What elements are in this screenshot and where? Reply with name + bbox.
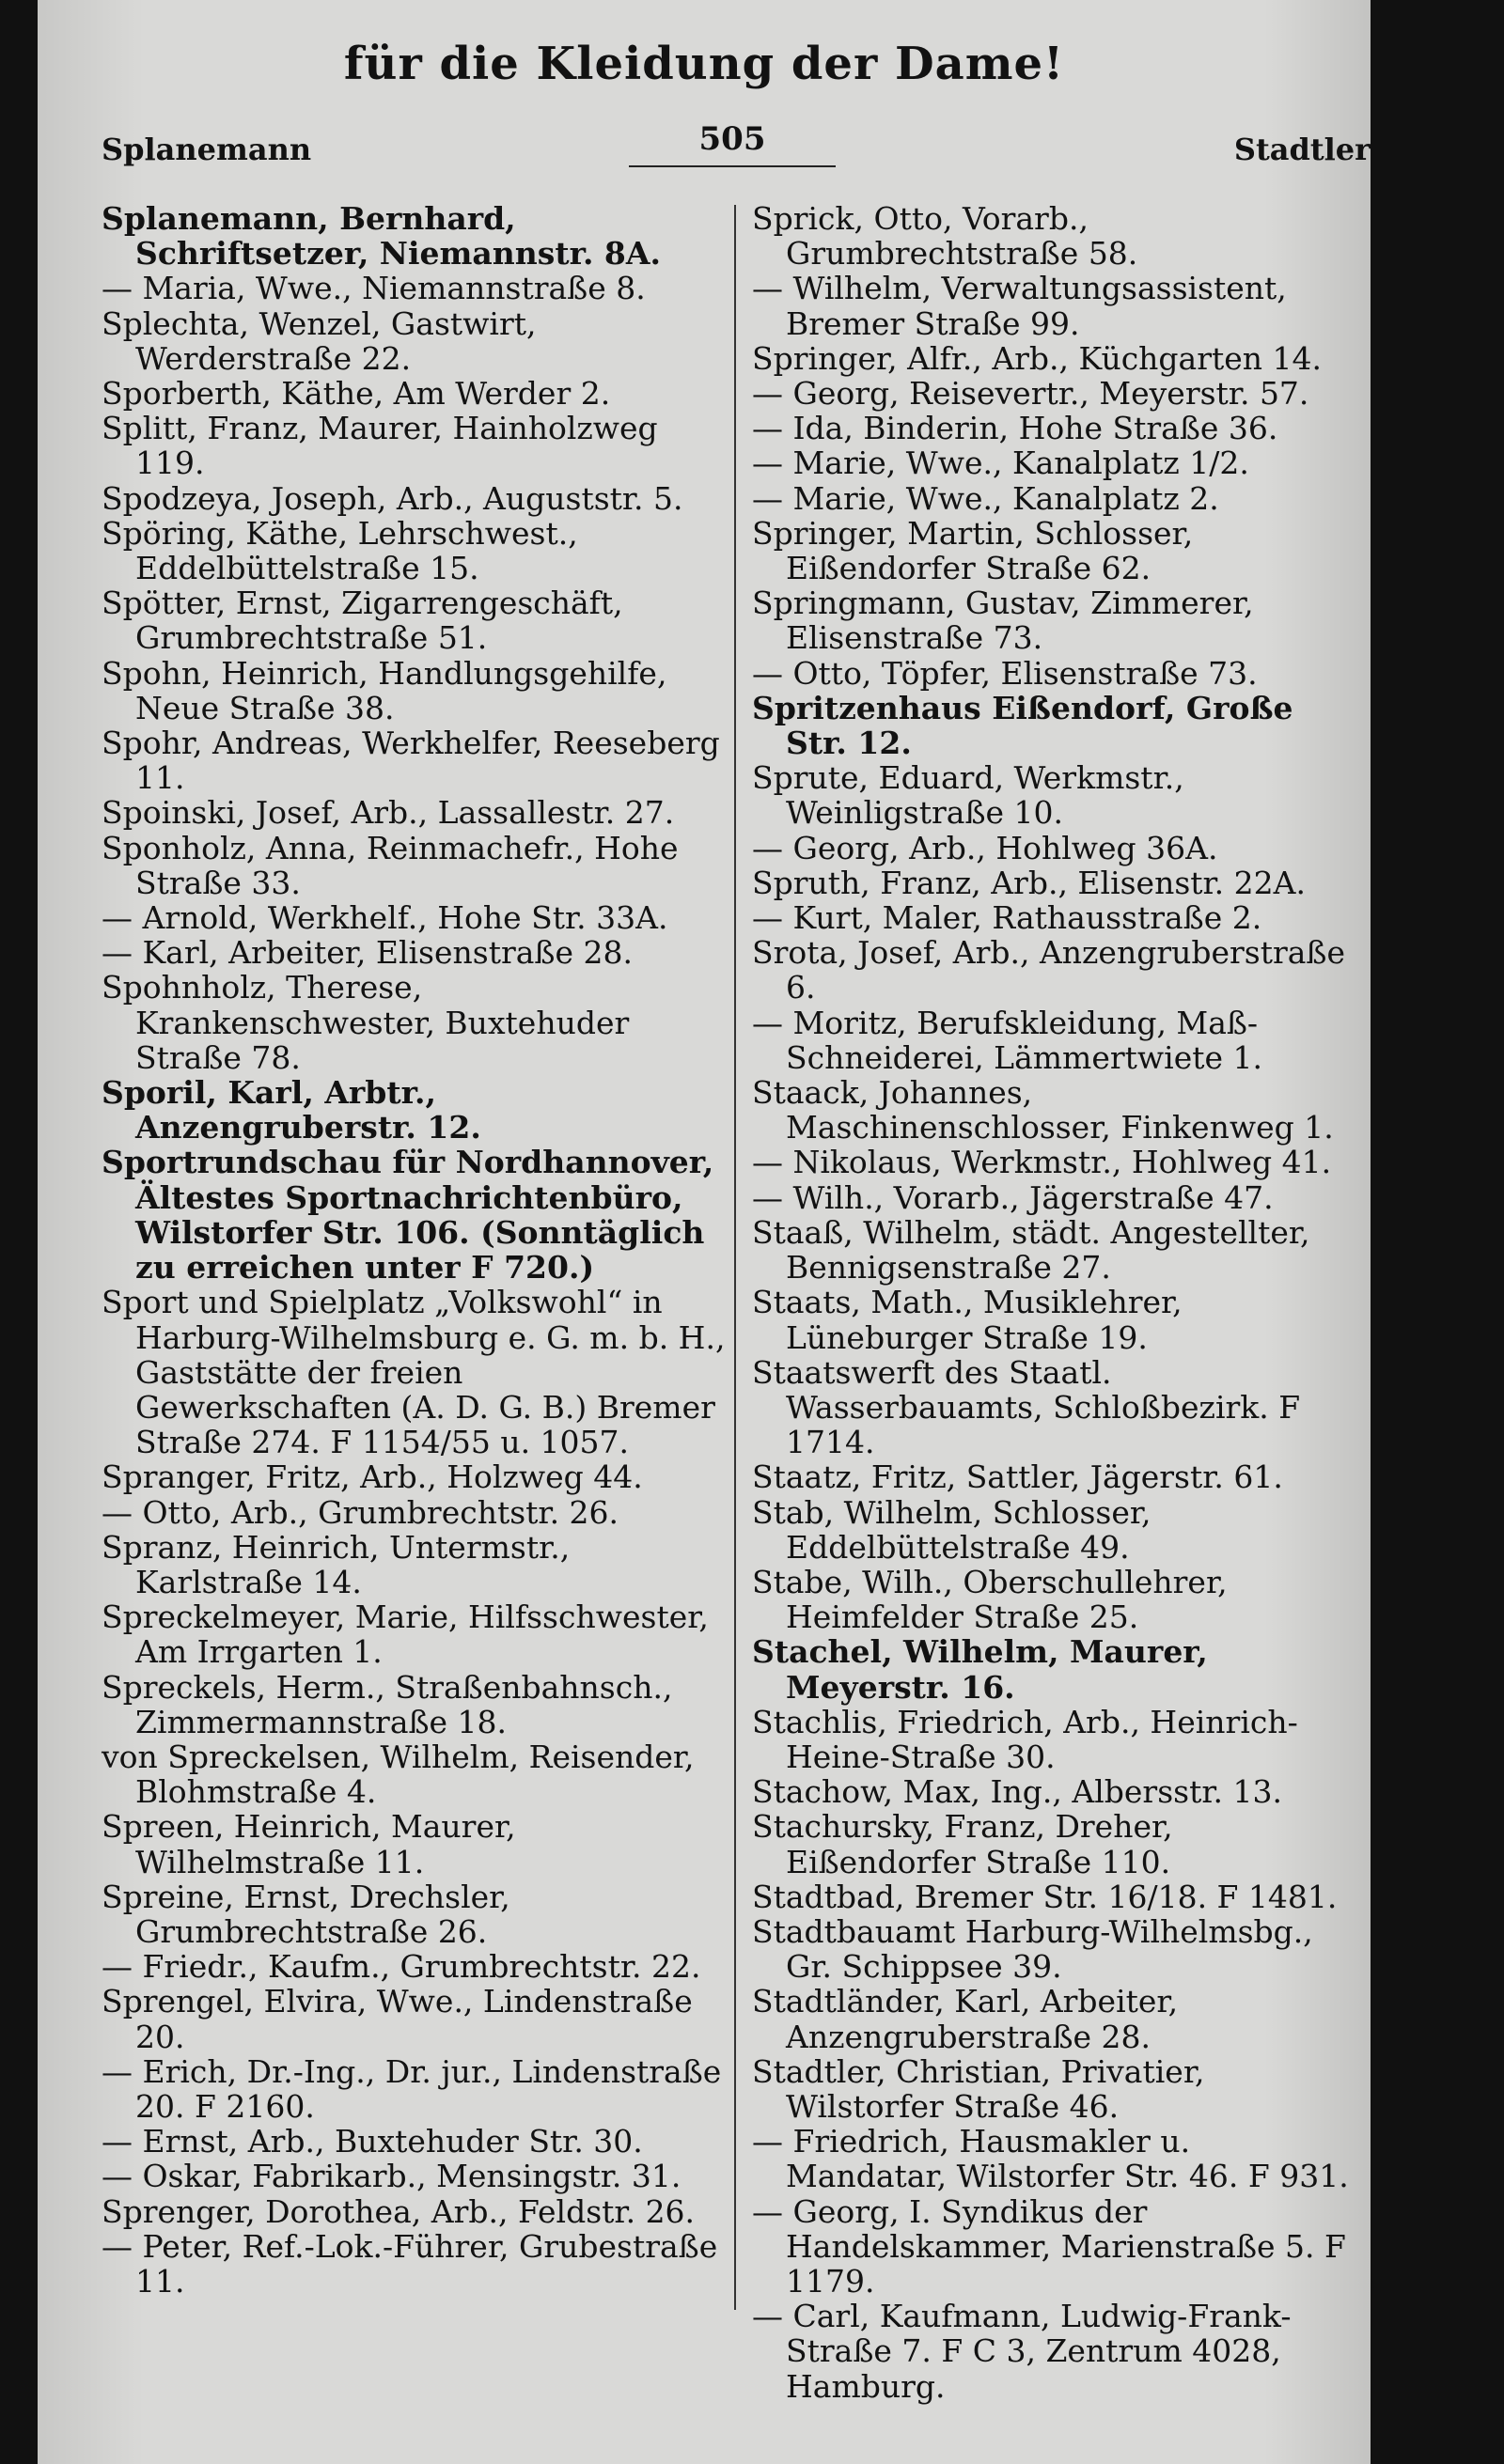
directory-entry: Sprute, Eduard, Werkmstr., Weinligstraße 10. bbox=[752, 759, 1184, 832]
directory-entry: Spohnholz, Therese, Krankenschwester, Buxtehuder Straße 78. bbox=[102, 969, 630, 1076]
directory-entry: Spreen, Heinrich, Maurer, Wilhelmstraße 11. bbox=[102, 1808, 516, 1880]
directory-entry: Staats, Math., Musiklehrer, Lüneburger Straße 19. bbox=[752, 1284, 1183, 1356]
directory-entry: Spötter, Ernst, Zigarrengeschäft, Grumbrechtstraße 51. bbox=[102, 585, 623, 657]
advert-banner: für die Kleidung der Dame! bbox=[343, 38, 1065, 90]
directory-entry: Spodzeya, Joseph, Arb., Auguststr. 5. bbox=[102, 479, 683, 517]
directory-entry: Staatswerft des Staatl. Wasserbauamts, Schloßbezirk. F 1714. bbox=[752, 1353, 1301, 1461]
directory-entry: Springer, Martin, Schlosser, Eißendorfer Straße 62. bbox=[752, 514, 1194, 587]
directory-entry: Springmann, Gustav, Zimmerer, Elisenstraße 73. bbox=[752, 585, 1254, 657]
directory-entry: Spreine, Ernst, Drechsler, Grumbrechtstraße 26. bbox=[102, 1878, 510, 1950]
directory-entry: — Otto, Töpfer, Elisenstraße 73. bbox=[752, 654, 1258, 692]
directory-entry: — Marie, Wwe., Kanalplatz 1/2. bbox=[752, 444, 1249, 482]
directory-entry: Splanemann, Bernhard, Schriftsetzer, Niemannstr. 8A. bbox=[102, 200, 661, 273]
directory-entry: Spreckelmeyer, Marie, Hilfsschwester, Am Irrgarten 1. bbox=[102, 1598, 709, 1671]
directory-entry: — Wilhelm, Verwaltungsassistent, Bremer Straße 99. bbox=[752, 270, 1287, 342]
directory-entry: — Friedrich, Hausmakler u. Mandatar, Wilstorfer Str. 46. F 931. bbox=[752, 2123, 1349, 2195]
column-divider bbox=[734, 205, 736, 2310]
directory-entry: Sporberth, Käthe, Am Werder 2. bbox=[102, 375, 611, 413]
directory-entry: — Georg, I. Syndikus der Handelskammer, Marienstraße 5. F 1179. bbox=[752, 2192, 1346, 2300]
directory-entry: Stab, Wilhelm, Schlosser, Eddelbüttelstraße 49. bbox=[752, 1493, 1152, 1566]
directory-page bbox=[38, 0, 1371, 2464]
directory-entry: Staaß, Wilhelm, städt. Angestellter, Bennigsenstraße 27. bbox=[752, 1213, 1310, 1287]
directory-entry: Sportrundschau für Nordhannover, Ältestes Sportnachrichtenbüro, Wilstorfer Str. 106. (Sonntäglich zu erreichen unter F 720.) bbox=[102, 1144, 714, 1287]
page-number: 505 bbox=[629, 120, 836, 167]
directory-entry: Sport und Spielplatz „Volkswohl“ in Harburg-Wilhelmsburg e. G. m. b. H., Gaststätte der freien Gewerkschaften (A. D. G. B.) Bremer Straße 274. F 1154/55 u. 1057. bbox=[102, 1284, 726, 1461]
directory-entry: — Marie, Wwe., Kanalplatz 2. bbox=[752, 479, 1219, 517]
directory-entry: Spohn, Heinrich, Handlungsgehilfe, Neue Straße 38. bbox=[102, 654, 667, 726]
directory-entry: — Arnold, Werkhelf., Hohe Str. 33A. bbox=[102, 899, 668, 937]
directory-entry: Stadtbauamt Harburg-Wilhelmsbg., Gr. Schippsee 39. bbox=[752, 1912, 1313, 1986]
directory-entry: — Moritz, Berufskleidung, Maß-Schneiderei, Lämmertwiete 1. bbox=[752, 1004, 1263, 1076]
directory-entry: Staack, Johannes, Maschinenschlosser, Finkenweg 1. bbox=[752, 1074, 1334, 1146]
directory-entry: Springer, Alfr., Arb., Küchgarten 14. bbox=[752, 339, 1323, 377]
directory-entry: Spohr, Andreas, Werkhelfer, Reeseberg 11. bbox=[102, 725, 720, 797]
directory-entry: von Spreckelsen, Wilhelm, Reisender, Blohmstraße 4. bbox=[102, 1738, 695, 1811]
directory-entry: — Erich, Dr.-Ing., Dr. jur., Lindenstraße 20. F 2160. bbox=[102, 2052, 722, 2125]
directory-entry: Spranger, Fritz, Arb., Holzweg 44. bbox=[102, 1458, 643, 1496]
directory-entry: — Karl, Arbeiter, Elisenstraße 28. bbox=[102, 934, 633, 972]
directory-entry: — Ida, Binderin, Hohe Straße 36. bbox=[752, 410, 1278, 447]
right-column bbox=[752, 201, 1354, 2404]
directory-entry: — Nikolaus, Werkmstr., Hohlweg 41. bbox=[752, 1144, 1332, 1181]
directory-entry: Staatz, Fritz, Sattler, Jägerstr. 61. bbox=[752, 1458, 1283, 1496]
directory-entry: Sprengel, Elvira, Wwe., Lindenstraße 20. bbox=[102, 1983, 693, 2055]
directory-entry: — Ernst, Arb., Buxtehuder Str. 30. bbox=[102, 2123, 643, 2160]
directory-entry: — Peter, Ref.-Lok.-Führer, Grubestraße 11. bbox=[102, 2227, 718, 2300]
directory-entry: — Carl, Kaufmann, Ludwig-Frank-Straße 7. F C 3, Zentrum 4028, Hamburg. bbox=[752, 2298, 1292, 2405]
directory-entry: Stadtländer, Karl, Arbeiter, Anzengruberstraße 28. bbox=[752, 1983, 1179, 2055]
directory-entry: Stachlis, Friedrich, Arb., Heinrich-Heine-Straße 30. bbox=[752, 1703, 1298, 1775]
directory-entry: — Wilh., Vorarb., Jägerstraße 47. bbox=[752, 1178, 1274, 1216]
directory-entry: Spranz, Heinrich, Untermstr., Karlstraße 14. bbox=[102, 1528, 571, 1600]
directory-entry: Spruth, Franz, Arb., Elisenstr. 22A. bbox=[752, 864, 1306, 901]
directory-entry: Spöring, Käthe, Lehrschwest., Eddelbüttelstraße 15. bbox=[102, 514, 578, 587]
directory-entry: Spoinski, Josef, Arb., Lassallestr. 27. bbox=[102, 794, 675, 832]
left-column bbox=[102, 201, 726, 2299]
directory-entry: — Kurt, Maler, Rathausstraße 2. bbox=[752, 899, 1262, 937]
directory-entry: — Georg, Reisevertr., Meyerstr. 57. bbox=[752, 375, 1309, 413]
directory-entry: Sprick, Otto, Vorarb., Grumbrechtstraße 58. bbox=[752, 200, 1138, 273]
directory-entry: Stabe, Wilh., Oberschullehrer, Heimfelder Straße 25. bbox=[752, 1563, 1228, 1636]
directory-entry: — Oskar, Fabrikarb., Mensingstr. 31. bbox=[102, 2158, 682, 2195]
directory-entry: Spritzenhaus Eißendorf, Große Str. 12. bbox=[752, 689, 1293, 762]
directory-entry: Stachel, Wilhelm, Maurer, Meyerstr. 16. bbox=[752, 1633, 1208, 1706]
directory-entry: — Georg, Arb., Hohlweg 36A. bbox=[752, 829, 1218, 866]
running-head-left: Splanemann bbox=[102, 132, 312, 167]
directory-entry: Sprenger, Dorothea, Arb., Feldstr. 26. bbox=[102, 2192, 696, 2230]
directory-entry: Splechta, Wenzel, Gastwirt, Werderstraße 22. bbox=[102, 304, 537, 377]
directory-entry: Stachow, Max, Ing., Albersstr. 13. bbox=[752, 1773, 1282, 1811]
directory-entry: Sponholz, Anna, Reinmachefr., Hohe Straße 33. bbox=[102, 829, 679, 901]
directory-entry: Stadtler, Christian, Privatier, Wilstorfer Straße 46. bbox=[752, 2052, 1205, 2125]
running-head-right: Stadtler bbox=[1233, 132, 1371, 167]
directory-entry: — Friedr., Kaufm., Grumbrechtstr. 22. bbox=[102, 1948, 701, 1986]
directory-entry: Sporil, Karl, Arbtr., Anzengruberstr. 12. bbox=[102, 1074, 481, 1146]
directory-entry: — Maria, Wwe., Niemannstraße 8. bbox=[102, 270, 646, 307]
directory-entry: — Otto, Arb., Grumbrechtstr. 26. bbox=[102, 1493, 619, 1531]
directory-entry: Stadtbad, Bremer Str. 16/18. F 1481. bbox=[752, 1878, 1338, 1915]
directory-entry: Splitt, Franz, Maurer, Hainholzweg 119. bbox=[102, 410, 658, 482]
directory-entry: Spreckels, Herm., Straßenbahnsch., Zimmermannstraße 18. bbox=[102, 1668, 673, 1740]
directory-entry: Stachursky, Franz, Dreher, Eißendorfer Straße 110. bbox=[752, 1808, 1173, 1880]
directory-entry: Srota, Josef, Arb., Anzengruberstraße 6. bbox=[752, 934, 1345, 1006]
